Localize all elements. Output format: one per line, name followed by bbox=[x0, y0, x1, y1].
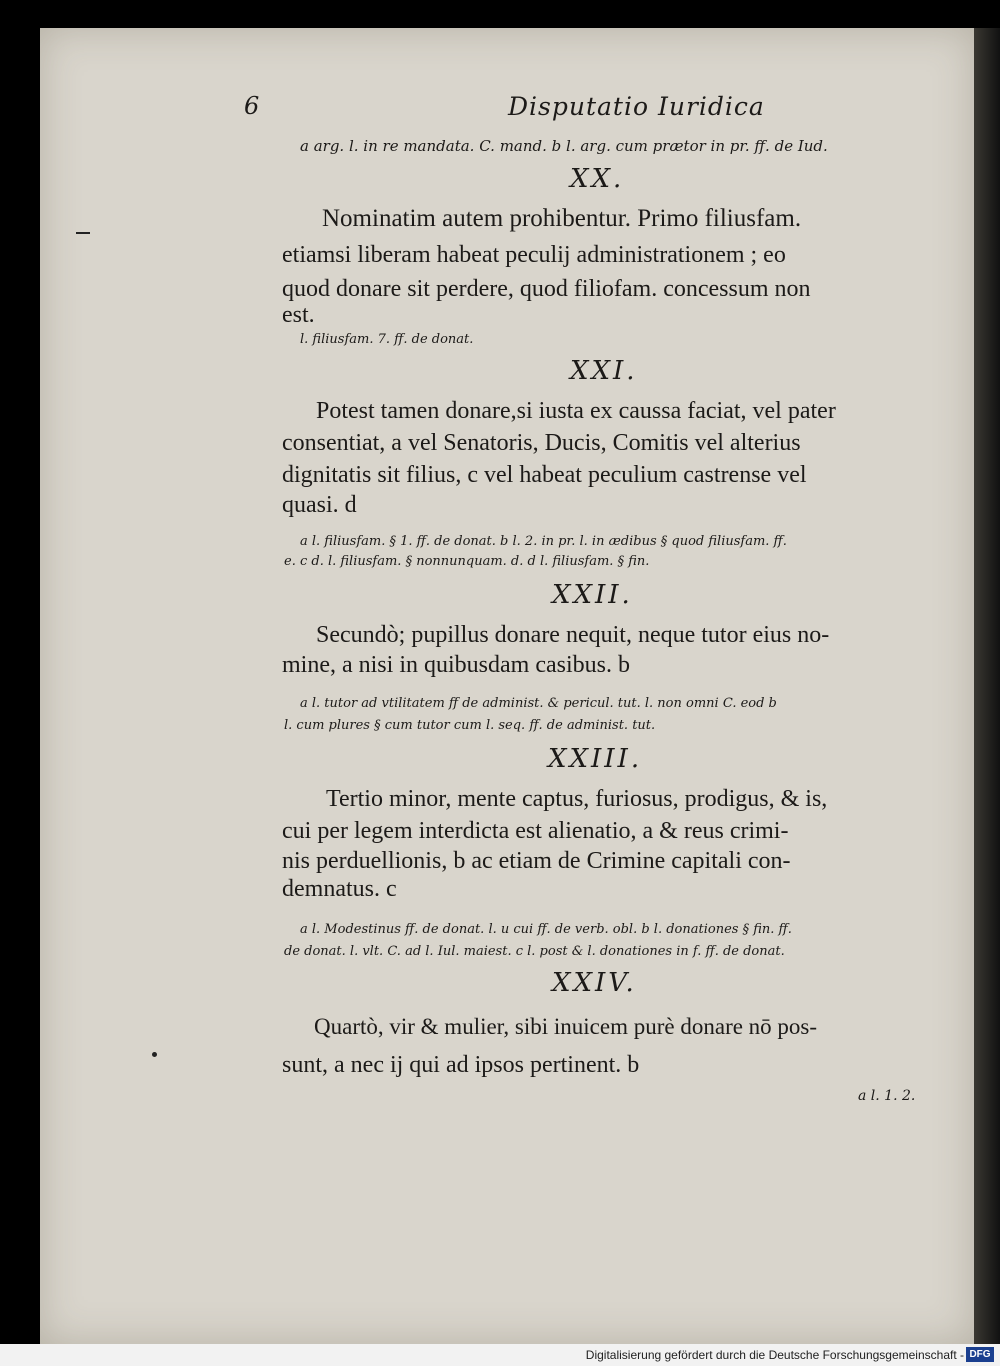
body-line: Tertio minor, mente captus, furiosus, prodigus, & is, bbox=[326, 786, 828, 812]
top-footnote: a arg. l. in re mandata. C. mand. b l. arg. cum prætor in pr. ff. de Iud. bbox=[300, 137, 828, 155]
section-numeral: XXII. bbox=[552, 580, 633, 610]
body-line: sunt, a nec ij qui ad ipsos pertinent. b bbox=[282, 1052, 640, 1078]
footnote: l. cum plures § cum tutor cum l. seq. ff. de administ. tut. bbox=[284, 718, 656, 733]
footnote: a l. filiusfam. § 1. ff. de donat. b l. 2. in pr. l. in ædibus § quod filiusfam. ff. bbox=[300, 534, 787, 549]
body-line: est. bbox=[282, 302, 315, 328]
footnote: l. filiusfam. 7. ff. de donat. bbox=[300, 332, 474, 347]
margin-mark bbox=[152, 1052, 157, 1057]
body-line: demnatus. c bbox=[282, 876, 397, 902]
body-line: Nominatim autem prohibentur. Primo filiusfam. bbox=[322, 205, 802, 232]
footnote: a l. tutor ad vtilitatem ff de administ. & pericul. tut. l. non omni C. eod b bbox=[300, 696, 777, 711]
body-line: dignitatis sit filius, c vel habeat peculium castrense vel bbox=[282, 462, 807, 488]
page-number: 6 bbox=[244, 92, 260, 120]
section-numeral: XX. bbox=[570, 164, 625, 194]
body-line: etiamsi liberam habeat peculij administrationem ; eo bbox=[282, 242, 786, 268]
body-line: consentiat, a vel Senatoris, Ducis, Comitis vel alterius bbox=[282, 430, 801, 456]
section-numeral: XXIV. bbox=[552, 968, 637, 998]
footnote: e. c d. l. filiusfam. § nonnunquam. d. d l. filiusfam. § fin. bbox=[284, 554, 650, 569]
section-numeral: XXI. bbox=[570, 356, 638, 386]
body-line: cui per legem interdicta est alienatio, a & reus crimi- bbox=[282, 818, 789, 844]
funding-notice: Digitalisierung gefördert durch die Deutsche Forschungsgemeinschaft - bbox=[585, 1348, 964, 1362]
body-line: Potest tamen donare,si iusta ex caussa faciat, vel pater bbox=[316, 398, 836, 424]
body-line: mine, a nisi in quibusdam casibus. b bbox=[282, 652, 630, 678]
footnote: a l. Modestinus ff. de donat. l. u cui ff. de verb. obl. b l. donationes § fin. ff. bbox=[300, 922, 792, 937]
body-line: nis perduellionis, b ac etiam de Crimine capitali con- bbox=[282, 848, 791, 874]
margin-mark bbox=[76, 232, 90, 234]
digitization-footer bbox=[0, 1344, 1000, 1366]
body-line: Secundò; pupillus donare nequit, neque tutor eius no- bbox=[316, 622, 830, 648]
section-numeral: XXIII. bbox=[548, 744, 643, 774]
body-line: quod donare sit perdere, quod filiofam. concessum non bbox=[282, 276, 811, 302]
dfg-logo: DFG bbox=[966, 1347, 994, 1362]
body-line: quasi. d bbox=[282, 492, 357, 518]
body-line: Quartò, vir & mulier, sibi inuicem purè donare nō pos- bbox=[314, 1014, 818, 1039]
running-head: Disputatio Iuridica bbox=[508, 92, 765, 121]
catchword: a l. 1. 2. bbox=[858, 1088, 916, 1104]
book-edge bbox=[974, 28, 1000, 1344]
footnote: de donat. l. vlt. C. ad l. Iul. maiest. c l. post & l. donationes in f. ff. de donat. bbox=[284, 944, 785, 959]
